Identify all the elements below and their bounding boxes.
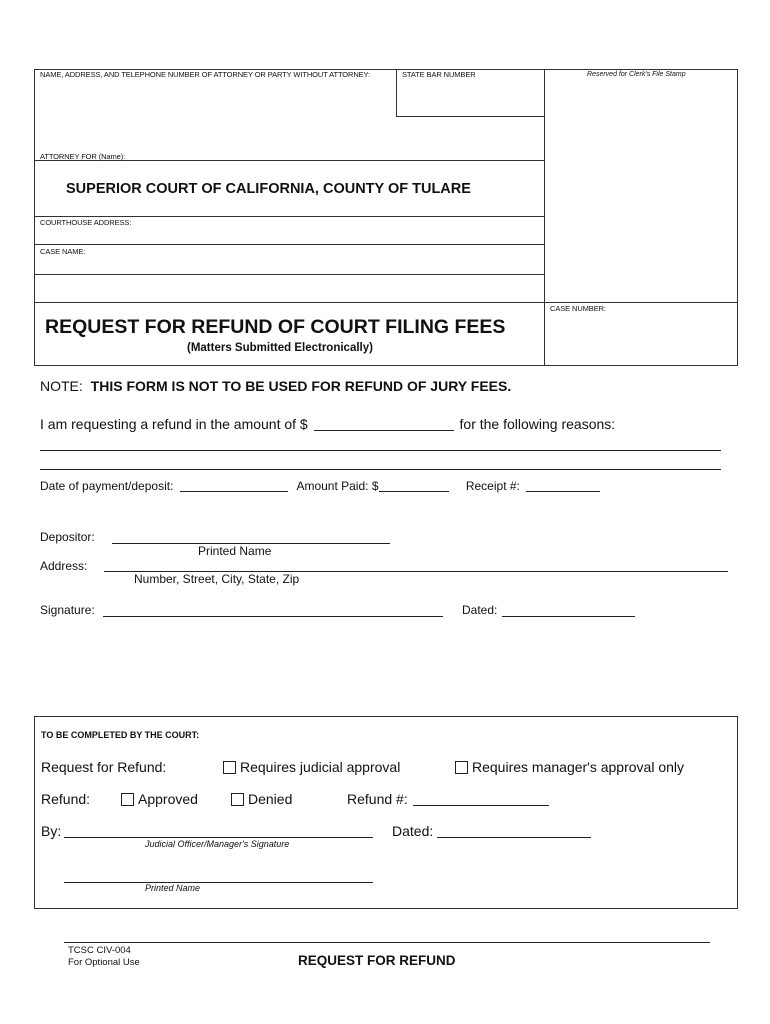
refund-number-field[interactable]	[413, 805, 549, 806]
receipt-number-field[interactable]	[526, 479, 600, 492]
approver-signature-field[interactable]	[64, 837, 373, 838]
case-number-label: CASE NUMBER:	[550, 304, 606, 313]
request-suffix: for the following reasons:	[459, 416, 616, 432]
judicial-approval-checkbox[interactable]	[223, 761, 236, 774]
amount-paid-field[interactable]	[379, 479, 449, 492]
address-caption: Number, Street, City, State, Zip	[134, 572, 300, 586]
depositor-printed-name-caption: Printed Name	[198, 544, 272, 558]
attorney-for-label: ATTORNEY FOR (Name):	[40, 152, 126, 161]
manager-approval-option[interactable]	[455, 759, 684, 775]
footer-rule	[64, 942, 710, 943]
refund-request-line	[40, 416, 615, 432]
signature-label: Signature:	[40, 603, 95, 617]
refund-amount-field[interactable]	[314, 418, 454, 431]
judicial-approval-label: Requires judicial approval	[240, 759, 401, 775]
denied-checkbox[interactable]	[231, 793, 244, 806]
amount-label: Amount Paid: $	[296, 479, 379, 493]
court-name: SUPERIOR COURT OF CALIFORNIA, COUNTY OF TULARE	[66, 181, 471, 197]
dated-label: Dated:	[462, 603, 498, 617]
clerk-stamp-label: Reserved for Clerk's File Stamp	[587, 71, 686, 78]
courthouse-address-label: COURTHOUSE ADDRESS:	[40, 218, 132, 227]
request-for-refund-label: Request for Refund:	[41, 759, 167, 775]
signature-field[interactable]	[103, 616, 443, 617]
dated-field[interactable]	[502, 616, 635, 617]
manager-approval-checkbox[interactable]	[455, 761, 468, 774]
note-line	[40, 378, 511, 394]
state-bar-label: STATE BAR NUMBER	[402, 70, 476, 79]
by-label: By:	[41, 823, 62, 839]
payment-date-row	[40, 479, 600, 493]
case-name-label: CASE NAME:	[40, 247, 86, 256]
note-prefix: NOTE:	[40, 378, 83, 394]
receipt-label: Receipt #:	[465, 479, 520, 493]
judicial-approval-option[interactable]	[223, 759, 400, 775]
denied-option[interactable]	[231, 791, 292, 807]
payment-date-field[interactable]	[180, 479, 288, 492]
court-dated-label: Dated:	[392, 823, 434, 839]
date-label: Date of payment/deposit:	[40, 479, 174, 493]
court-section-heading: TO BE COMPLETED BY THE COURT:	[41, 730, 200, 740]
approver-signature-caption: Judicial Officer/Manager's Signature	[145, 839, 290, 849]
refund-number-label: Refund #:	[347, 791, 408, 807]
attorney-label: NAME, ADDRESS, AND TELEPHONE NUMBER OF ATTORNEY OR PARTY WITHOUT ATTORNEY:	[40, 70, 371, 79]
refund-label: Refund:	[41, 791, 91, 807]
footer-form-id: TCSC CIV-004	[68, 945, 131, 956]
court-dated-field[interactable]	[437, 837, 591, 838]
reason-line-1[interactable]	[40, 450, 721, 451]
depositor-label: Depositor:	[40, 530, 95, 544]
form-subtitle: (Matters Submitted Electronically)	[187, 342, 373, 354]
address-label: Address:	[40, 559, 88, 573]
footer-usage: For Optional Use	[68, 957, 140, 968]
footer-title: REQUEST FOR REFUND	[298, 953, 456, 968]
denied-label: Denied	[248, 791, 293, 807]
court-printed-name-field[interactable]	[64, 882, 373, 883]
reason-line-2[interactable]	[40, 469, 721, 470]
approved-label: Approved	[138, 791, 198, 807]
manager-approval-label: Requires manager's approval only	[472, 759, 685, 775]
approved-option[interactable]	[121, 791, 198, 807]
court-section-box	[34, 716, 738, 909]
note-text: THIS FORM IS NOT TO BE USED FOR REFUND OF JURY FEES.	[90, 378, 512, 394]
court-printed-name-caption: Printed Name	[145, 883, 201, 893]
approved-checkbox[interactable]	[121, 793, 134, 806]
request-prefix: I am requesting a refund in the amount of $	[40, 416, 308, 432]
form-title: REQUEST FOR REFUND OF COURT FILING FEES	[45, 316, 506, 338]
